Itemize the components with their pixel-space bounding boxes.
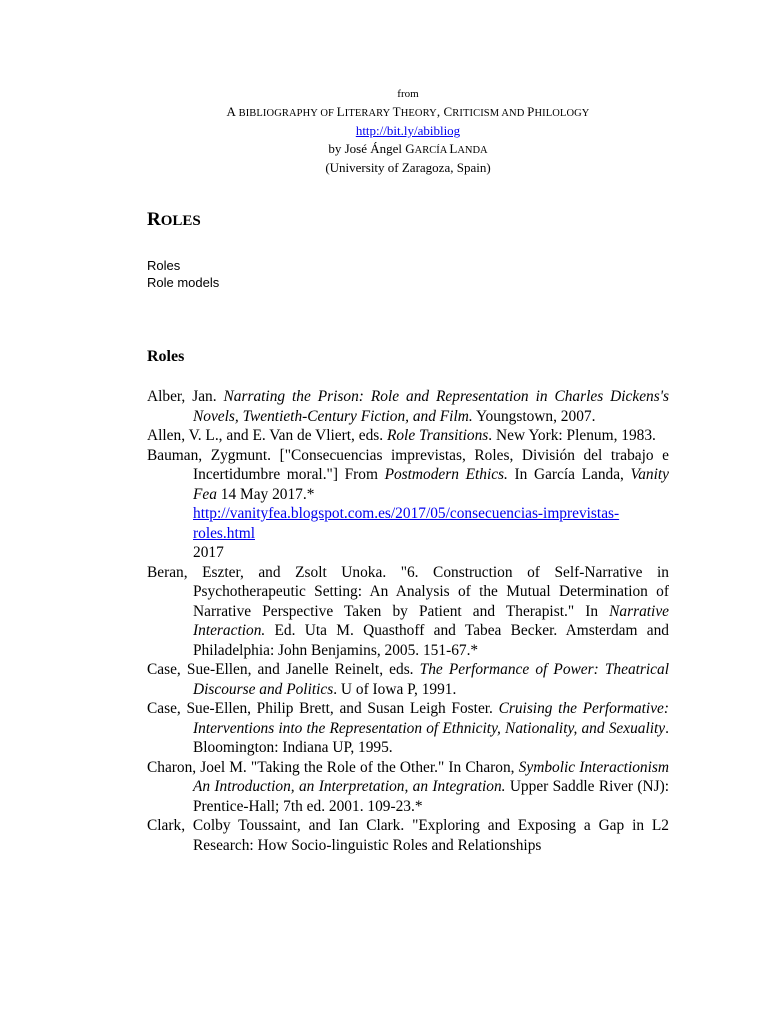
entry-text: Upper Saddle River (NJ): Prentice-Hall; 7th ed. 2001. 109-23.* [193, 778, 669, 815]
entry-title: Narrative Interaction. [193, 602, 669, 639]
entry-text: Bauman, Zygmunt. ["Consecuencias imprevistas, Roles, División del trabajo e Incertidumbre moral."] From [147, 446, 669, 483]
entry-text: Charon, Joel M. "Taking the Role of the Other." In Charon, [147, 758, 519, 776]
entry-text: In García Landa, [507, 466, 631, 483]
entry-text: Clark, Colby Toussaint, and Ian Clark. "Exploring and Exposing a Gap in L2 Research: How Socio-linguistic Roles and Relationships [147, 817, 669, 854]
table-of-contents [147, 257, 219, 291]
toc-item-roles[interactable]: Roles [147, 258, 181, 273]
entry-text: . Bloomington: Indiana UP, 1995. [193, 719, 669, 756]
page-title: ROLES [147, 209, 201, 230]
entry-text: . New York: Plenum, 1983. [488, 427, 656, 444]
entry-text: 14 May 2017.* [216, 485, 315, 503]
author-line: by José Ángel GARCÍA LANDA [328, 141, 488, 156]
bibliography-entry [147, 387, 669, 426]
bibliography-entry [147, 446, 669, 563]
entry-link[interactable]: http://vanityfea.blogspot.com.es/2017/05/consecuencias-imprevistas-roles.html [193, 505, 620, 542]
section-heading: Roles [147, 348, 185, 365]
entry-text: Ed. Uta M. Quasthoff and Tabea Becker. Amsterdam and Philadelphia: John Benjamins, 2005. 151-67.* [193, 622, 669, 659]
entry-text: Alber, Jan. [147, 388, 224, 405]
bibliography-entry [147, 816, 669, 855]
entry-title: Role Transitions [386, 427, 489, 444]
entry-title: Postmodern Ethics. [384, 466, 508, 483]
entry-title: Narrating the Prison: Role and Representation in Charles Dickens's Novels, Twentieth-Century Fiction, and Film. [193, 388, 669, 425]
bibliography-header [0, 86, 770, 176]
bibliography-entry [147, 426, 669, 446]
affiliation: (University of Zaragoza, Spain) [325, 160, 491, 175]
entry-text: Beran, Eszter, and Zsolt Unoka. "6. Construction of Self-Narrative in Psychotherapeutic Setting: An Analysis of the Mutual Determination of Narrative Perspective Taken by Patient and Therapist." In [147, 563, 669, 620]
entry-text: Allen, V. L., and E. Van de Vliert, eds. [147, 427, 387, 444]
entry-text: Case, Sue-Ellen, Philip Brett, and Susan Leigh Foster. [147, 700, 499, 717]
entry-text: . U of Iowa P, 1991. [333, 680, 457, 698]
bibliography-entry [147, 660, 669, 699]
bibliography-entries [147, 387, 669, 855]
entry-title: The Performance of Power: Theatrical Discourse and Politics [193, 661, 669, 698]
bibliography-title: A BIBLIOGRAPHY OF LITERARY THEORY, CRITICISM AND PHILOLOGY [226, 104, 590, 119]
entry-title: Vanity Fea [193, 466, 669, 503]
entry-title: Symbolic Interactionism An Introduction, an Interpretation, an Integration. [193, 758, 669, 795]
bibliography-link[interactable]: http://bit.ly/abibliog [355, 123, 461, 138]
entry-text: 2017 [193, 544, 224, 561]
entry-text: Youngstown, 2007. [472, 407, 596, 425]
header-from: from [397, 88, 419, 100]
entry-text: Case, Sue-Ellen, and Janelle Reinelt, eds. [147, 661, 420, 678]
bibliography-entry [147, 758, 669, 817]
toc-item-role-models[interactable]: Role models [147, 275, 220, 290]
bibliography-entry [147, 563, 669, 661]
bibliography-entry [147, 699, 669, 758]
entry-title: Cruising the Performative: Interventions into the Representation of Ethnicity, Nationality, and Sexuality [193, 700, 669, 737]
